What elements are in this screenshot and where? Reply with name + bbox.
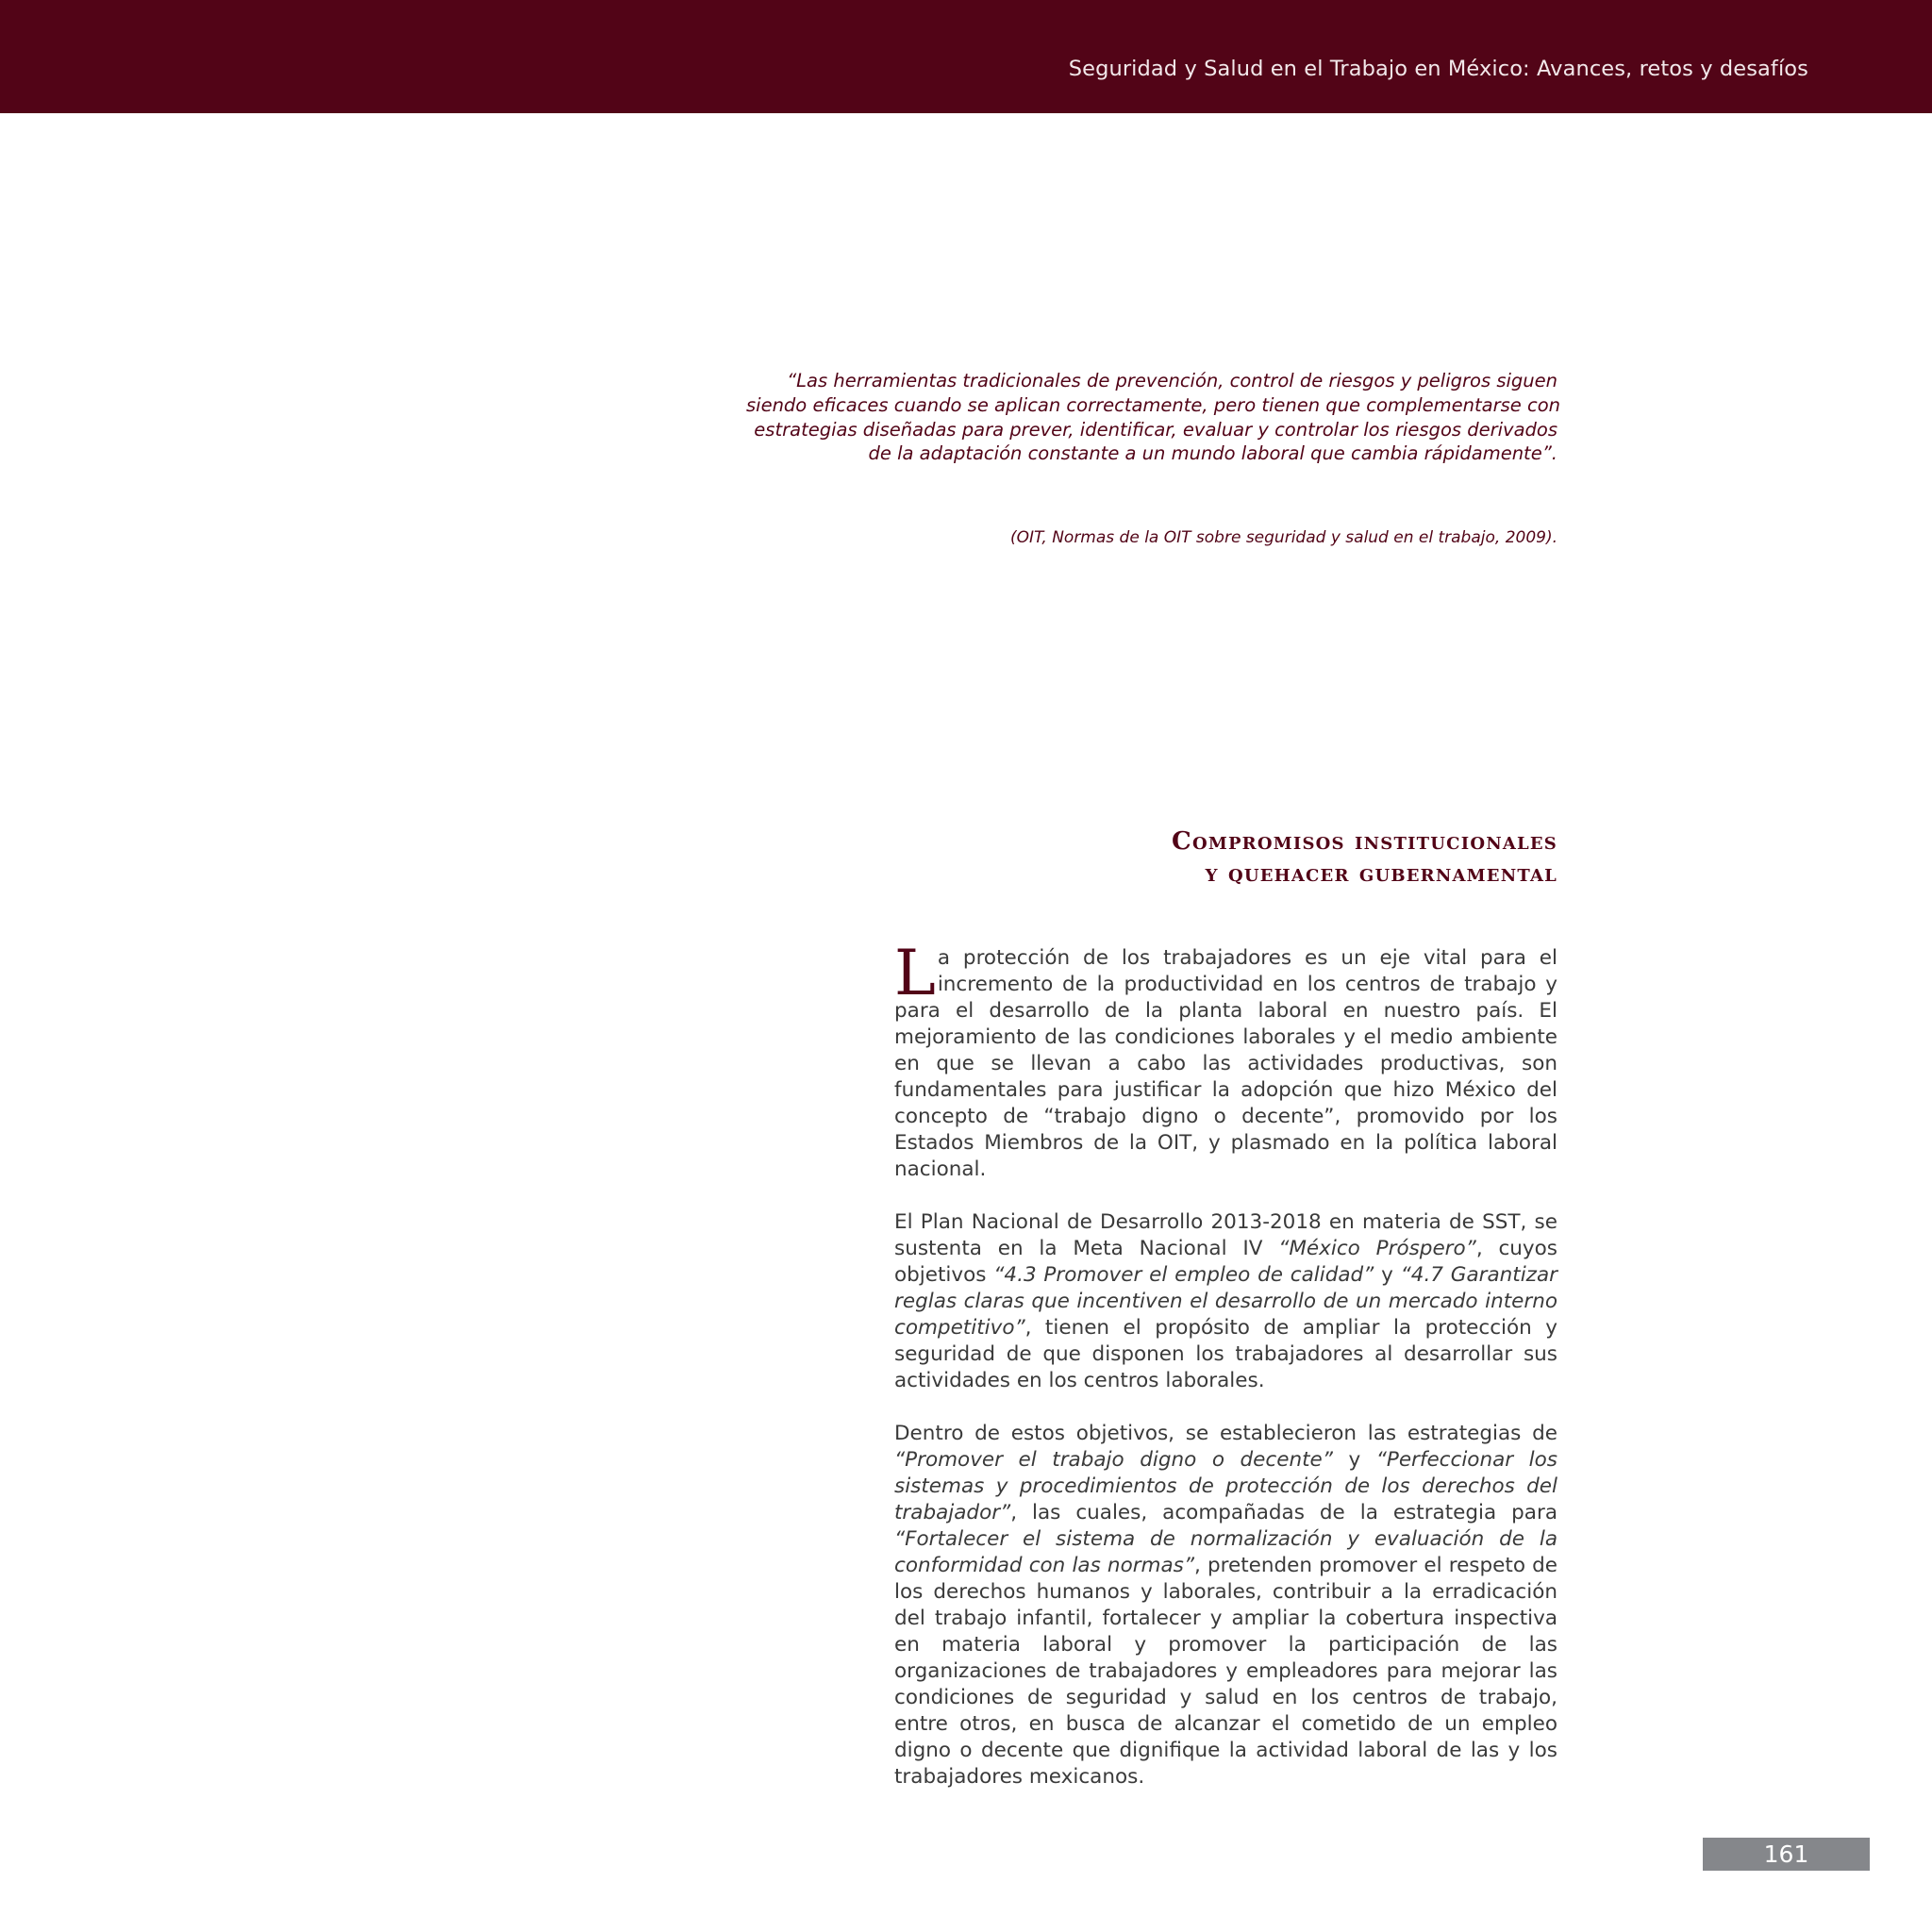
paragraph-text: Dentro de estos objetivos, se establecieron las estrategias de bbox=[894, 1422, 1557, 1445]
paragraph-text: , cuyos objetivos bbox=[894, 1237, 1557, 1287]
paragraph-1-text: a protección de los trabajadores es un eje vital para el incremento de la productividad en los centros de trabajo y para el desarrollo de la planta laboral en nuestro país. El mejoramiento de las condiciones laborales y el medio ambiente en que se llevan a cabo las actividades productivas, son fundamentales para justificar la adopción que hizo México del concepto de “trabajo digno o decente”, promovido por los Estados Miembros de la OIT, y plasmado en la política laboral nacional. bbox=[894, 946, 1557, 1181]
epigraph-line: siendo eficaces cuando se aplican correctamente, pero tienen que complementarse con bbox=[746, 393, 1561, 416]
italic-quote: “Fortalecer el sistema de normalización y evaluación de la conformidad con las normas” bbox=[894, 1527, 1557, 1577]
section-title-line-2: y quehacer gubernamental bbox=[1205, 859, 1557, 888]
paragraph-text: , tienen el propósito de ampliar la protección y seguridad de que disponen los trabajadores al desarrollar sus actividades en los centros laborales. bbox=[894, 1316, 1557, 1392]
italic-quote: “Perfeccionar los sistemas y procedimientos de protección de los derechos del trabajador” bbox=[894, 1448, 1557, 1524]
paragraph-text: El Plan Nacional de Desarrollo 2013-2018 en materia de SST, se sustenta en la Meta Nacional IV bbox=[894, 1210, 1557, 1260]
italic-quote: “4.3 Promover el empleo de calidad” bbox=[993, 1263, 1374, 1287]
paragraph-text: , las cuales, acompañadas de la estrategia para bbox=[1010, 1501, 1557, 1524]
section-title-line-1: Compromisos institucionales bbox=[1172, 827, 1557, 856]
epigraph-line: “Las herramientas tradicionales de prevención, control de riesgos y peligros siguen bbox=[787, 370, 1557, 391]
epigraph-line: estrategias diseñadas para prever, identificar, evaluar y controlar los riesgos derivados bbox=[754, 418, 1557, 441]
paragraph-text: , pretenden promover el respeto de los derechos humanos y laborales, contribuir a la erradicación del trabajo infantil, fortalecer y ampliar la cobertura inspectiva en materia laboral y promover la participación de las organizaciones de trabajadores y empleadores para mejorar las condiciones de seguridad y salud en los centros de trabajo, entre otros, en busca de alcanzar el cometido de un empleo digno o decente que dignifique la actividad laboral de las y los trabajadores mexicanos. bbox=[894, 1554, 1557, 1789]
italic-quote: “4.7 Garantizar reglas claras que incentiven el desarrollo de un mercado interno competitivo” bbox=[894, 1263, 1557, 1340]
paragraph-3 bbox=[894, 1421, 1557, 1790]
epigraph-line: de la adaptación constante a un mundo laboral que cambia rápidamente”. bbox=[868, 442, 1557, 465]
body-text bbox=[894, 937, 1557, 1817]
epigraph-citation: (OIT, Normas de la OIT sobre seguridad y salud en el trabajo, 2009). bbox=[1010, 528, 1557, 547]
paragraph-2 bbox=[894, 1209, 1557, 1394]
section-title bbox=[746, 825, 1557, 890]
page-number: 161 bbox=[1703, 1838, 1870, 1871]
italic-quote: “México Próspero” bbox=[1278, 1237, 1476, 1260]
italic-quote: “Promover el trabajo digno o decente” bbox=[894, 1448, 1333, 1472]
running-header: Seguridad y Salud en el Trabajo en México: Avances, retos y desafíos bbox=[1068, 57, 1808, 81]
paragraph-1 bbox=[894, 937, 1557, 1183]
header-band bbox=[0, 0, 1932, 113]
epigraph-quote bbox=[746, 369, 1561, 466]
drop-cap: L bbox=[894, 937, 936, 1009]
paragraph-text: y bbox=[1374, 1263, 1401, 1287]
paragraph-text: y bbox=[1332, 1448, 1376, 1472]
